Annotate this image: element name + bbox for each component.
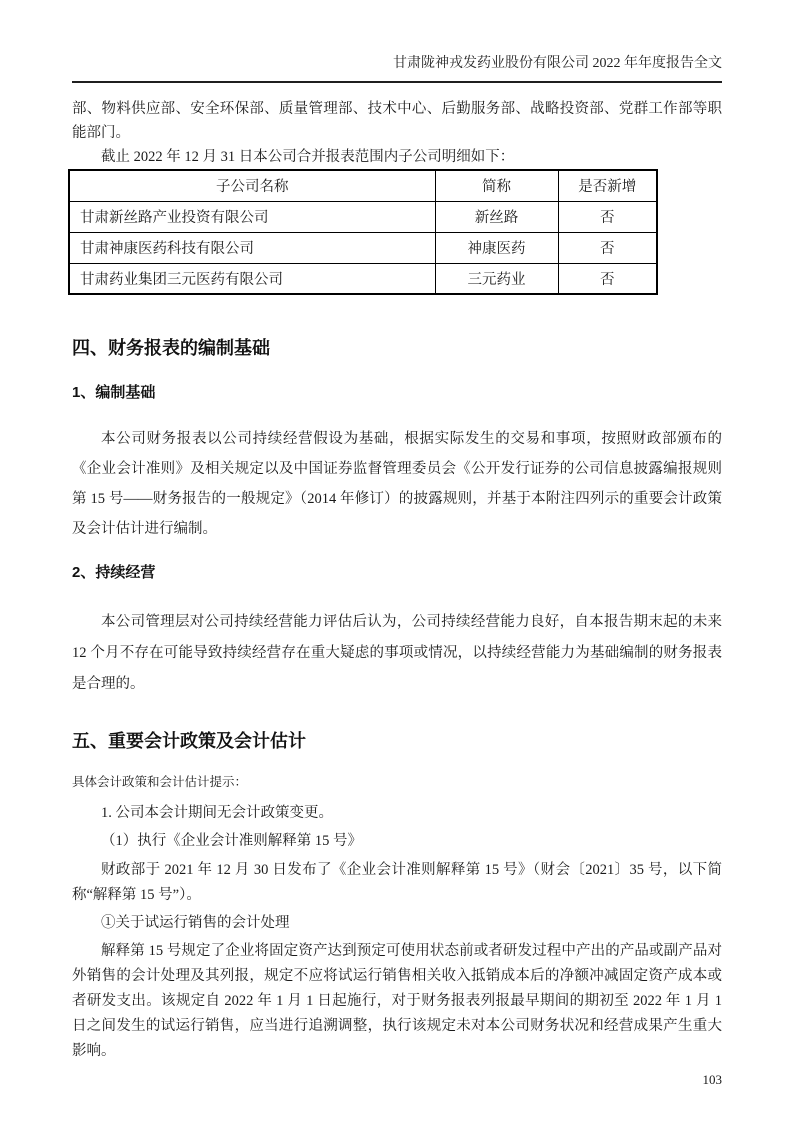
table-cell-newly-added: 否 <box>558 263 657 294</box>
page-number: 103 <box>702 1072 722 1087</box>
section-5-heading: 五、重要会计政策及会计估计 <box>72 731 306 751</box>
column-header-short-name: 简称 <box>435 170 558 201</box>
table-cell-subsidiary-name: 甘肃神康医药科技有限公司 <box>69 232 435 263</box>
section-4-heading: 四、财务报表的编制基础 <box>72 338 270 358</box>
table-row <box>69 201 657 232</box>
paragraph-departments: 部、物料供应部、安全环保部、质量管理部、技术中心、后勤服务部、战略投资部、党群工作部等职能部门。 <box>72 101 722 141</box>
table-row <box>69 263 657 294</box>
table-cell-short-name: 神康医药 <box>435 232 558 263</box>
item-interpretation-15-title: （1）执行《企业会计准则解释第 15 号》 <box>101 833 362 849</box>
paragraph-preparation-basis: 本公司财务报表以公司持续经营假设为基础，根据实际发生的交易和事项，按照财政部颁布的《企业会计准则》及相关规定以及中国证券监督管理委员会《公开发行证券的公司信息披露编报规则第 15 号——财务报告的一般规定》（2014 年修订）的披露规则，并基于本附注四列示的重要会计政策及会计估计进行编制。 <box>72 431 722 537</box>
table-cell-newly-added: 否 <box>558 201 657 232</box>
column-header-newly-added: 是否新增 <box>558 170 657 201</box>
table-cell-short-name: 新丝路 <box>435 201 558 232</box>
subsidiaries-table <box>68 169 658 295</box>
table-cell-short-name: 三元药业 <box>435 263 558 294</box>
table-cell-newly-added: 否 <box>558 232 657 263</box>
table-row <box>69 232 657 263</box>
section-4-2-heading: 2、持续经营 <box>72 564 156 581</box>
table-cell-subsidiary-name: 甘肃药业集团三元医药有限公司 <box>69 263 435 294</box>
table-cell-subsidiary-name: 甘肃新丝路产业投资有限公司 <box>69 201 435 232</box>
table-header-row <box>69 170 657 201</box>
item-trial-run-title: ①关于试运行销售的会计处理 <box>101 915 290 931</box>
paragraph-subsidiaries-intro: 截止 2022 年 12 月 31 日本公司合并报表范围内子公司明细如下： <box>101 149 515 165</box>
paragraph-mof-release: 财政部于 2021 年 12 月 30 日发布了《企业会计准则解释第 15 号》（财会〔2021〕35 号，以下简称“解释第 15 号”）。 <box>72 862 722 903</box>
page-header <box>72 0 722 83</box>
column-header-subsidiary-name: 子公司名称 <box>69 170 435 201</box>
report-title: 甘肃陇神戎发药业股份有限公司 2022 年年度报告全文 <box>393 56 722 71</box>
item-no-policy-change: 1. 公司本会计期间无会计政策变更。 <box>101 805 333 821</box>
paragraph-trial-run-body: 解释第 15 号规定了企业将固定资产达到预定可使用状态前或者研发过程中产出的产品或副产品对外销售的会计处理及其列报，规定不应将试运行销售相关收入抵销成本后的净额冲减固定资产成本或者研发支出。该规定自 2022 年 1 月 1 日起施行，对于财务报表列报最早期间的期初至 2022 年 1 月 1 日之间发生的试运行销售，应当进行追溯调整，执行该规定未对本公司财务状况和经营成果产生重大影响。 <box>72 943 722 1059</box>
paragraph-going-concern: 本公司管理层对公司持续经营能力评估后认为，公司持续经营能力良好，自本报告期末起的未来 12 个月不存在可能导致持续经营存在重大疑虑的事项或情况，以持续经营能力为基础编制的财务报表是合理的。 <box>72 614 722 692</box>
note-accounting-policies: 具体会计政策和会计估计提示： <box>72 775 248 789</box>
page-footer <box>72 1072 722 1088</box>
section-4-1-heading: 1、编制基础 <box>72 384 156 401</box>
